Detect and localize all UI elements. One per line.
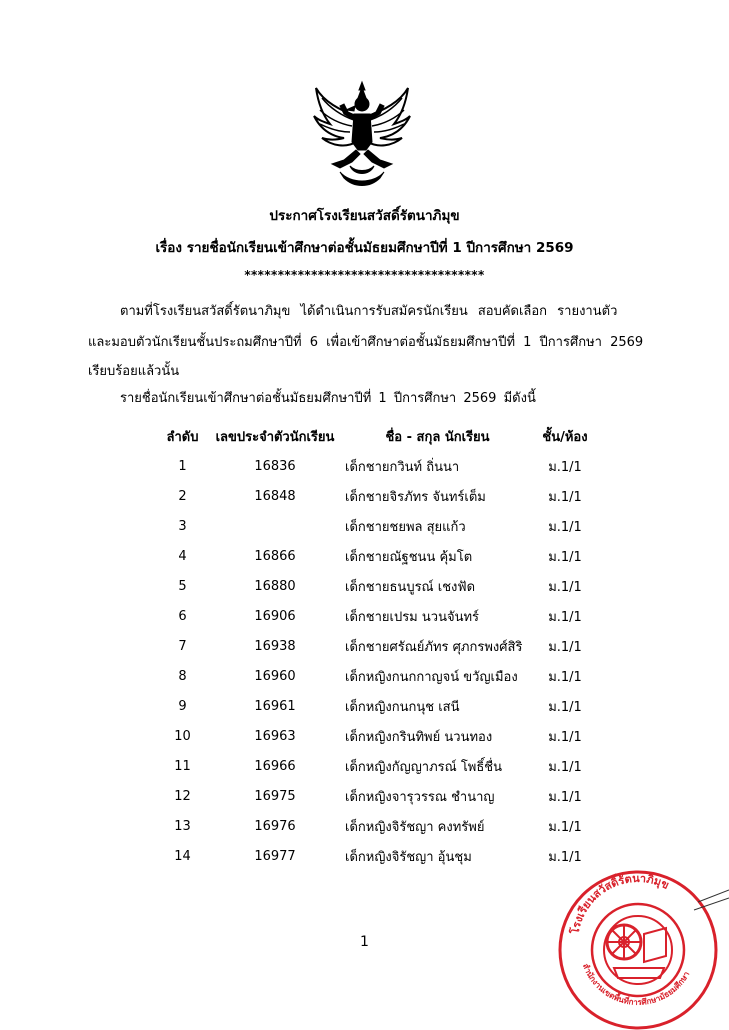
table-row: [160, 691, 600, 721]
row-student-id: 16960: [254, 668, 296, 684]
row-student-id: 16961: [254, 698, 296, 714]
row-order: 5: [178, 578, 187, 594]
row-student-name: เด็กหญิงกนกนุช เสนี: [345, 699, 460, 715]
row-student-id: 16977: [254, 848, 296, 864]
row-student-name: เด็กหญิงกรินทิพย์ นวนทอง: [345, 729, 493, 745]
row-class-room: ม.1/1: [548, 579, 582, 595]
table-row: [160, 721, 600, 751]
row-student-id: 16976: [254, 818, 296, 834]
row-class-room: ม.1/1: [548, 519, 582, 535]
row-student-name: เด็กหญิงจิรัชญา คงทรัพย์: [345, 819, 485, 835]
announcement-title: ประกาศโรงเรียนสวัสดิ์รัตนาภิมุข: [269, 208, 460, 224]
row-order: 9: [178, 698, 187, 714]
row-student-id: 16975: [254, 788, 296, 804]
row-order: 11: [174, 758, 191, 774]
seal-top-text: โรงเรียนสวัสดิ์รัตนาภิมุข: [568, 871, 672, 936]
table-row: [160, 631, 600, 661]
row-order: 12: [174, 788, 191, 804]
separator-line: ************************************: [244, 268, 485, 282]
seal-bottom-text: สำนักงานเขตพื้นที่การศึกษามัธยมศึกษา: [580, 962, 692, 1007]
row-order: 8: [178, 668, 187, 684]
row-class-room: ม.1/1: [548, 609, 582, 625]
row-student-id: 16836: [254, 458, 296, 474]
table-row: [160, 661, 600, 691]
row-order: 13: [174, 818, 191, 834]
row-student-name: เด็กหญิงกัญญาภรณ์ โพธิ์ชื่น: [345, 759, 503, 775]
row-student-name: เด็กชายจิรภัทร จันทร์เต็ม: [345, 489, 486, 505]
row-order: 1: [178, 458, 187, 474]
row-student-name: เด็กชายศรัณย์ภัทร ศุภกรพงศ์สิริ: [345, 639, 523, 655]
row-order: 10: [174, 728, 191, 744]
page-number: 1: [360, 934, 369, 950]
body-paragraph-line-4: รายชื่อนักเรียนเข้าศึกษาต่อชั้นมัธยมศึกษาปีที่ 1 ปีการศึกษา 2569 มีดังนี้: [120, 391, 536, 406]
row-student-id: 16966: [254, 758, 296, 774]
row-order: 3: [178, 518, 187, 534]
row-student-name: เด็กหญิงกนกกาญจน์ ขวัญเมือง: [345, 669, 518, 685]
table-row: [160, 751, 600, 781]
row-student-id: [205, 511, 345, 541]
row-student-name: เด็กชายณัฐชนน คุ้มโต: [345, 549, 473, 565]
garuda-emblem-icon: [310, 80, 414, 190]
row-class-room: ม.1/1: [548, 459, 582, 475]
table-header-row: [160, 421, 600, 451]
row-student-id: 16848: [254, 488, 296, 504]
body-paragraph-line-2: และมอบตัวนักเรียนชั้นประถมศึกษาปีที่ 6 เพื่อเข้าศึกษาต่อชั้นมัธยมศึกษาปีที่ 1 ปีการศึกษา 2569: [88, 335, 644, 350]
row-order: 7: [178, 638, 187, 654]
table-row: [160, 781, 600, 811]
row-class-room: ม.1/1: [548, 819, 582, 835]
row-student-id: 16963: [254, 728, 296, 744]
table-row: [160, 571, 600, 601]
header-class-room: ชั้น/ห้อง: [542, 429, 588, 445]
row-class-room: ม.1/1: [548, 759, 582, 775]
row-order: 14: [174, 848, 191, 864]
header-student-id: เลขประจำตัวนักเรียน: [215, 429, 335, 445]
row-class-room: ม.1/1: [548, 729, 582, 745]
row-student-id: 16880: [254, 578, 296, 594]
table-row: [160, 811, 600, 841]
row-student-name: เด็กหญิงจารุวรรณ ชำนาญ: [345, 789, 495, 805]
row-order: 2: [178, 488, 187, 504]
row-student-id: 16938: [254, 638, 296, 654]
row-student-name: เด็กชายธนบูรณ์ เชงฟัด: [345, 579, 476, 595]
row-class-room: ม.1/1: [548, 669, 582, 685]
row-order: 6: [178, 608, 187, 624]
row-class-room: ม.1/1: [548, 849, 582, 865]
table-row: [160, 481, 600, 511]
row-student-name: เด็กชายกวินท์ ถิ่นนา: [345, 459, 460, 475]
row-class-room: ม.1/1: [548, 699, 582, 715]
header-student-name: ชื่อ - สกุล นักเรียน: [385, 429, 490, 445]
row-class-room: ม.1/1: [548, 549, 582, 565]
table-row: [160, 541, 600, 571]
row-student-name: เด็กชายเปรม นวนจันทร์: [345, 609, 480, 625]
row-class-room: ม.1/1: [548, 489, 582, 505]
row-class-room: ม.1/1: [548, 639, 582, 655]
table-row: [160, 511, 600, 541]
body-paragraph-line-1: ตามที่โรงเรียนสวัสดิ์รัตนาภิมุข ได้ดำเนินการรับสมัครนักเรียน สอบคัดเลือก รายงานตัว: [120, 304, 618, 319]
row-student-name: เด็กชายชยพล สุยแก้ว: [345, 519, 466, 535]
announcement-subject: เรื่อง รายชื่อนักเรียนเข้าศึกษาต่อชั้นมัธยมศึกษาปีที่ 1 ปีการศึกษา 2569: [155, 240, 574, 256]
row-student-id: 16866: [254, 548, 296, 564]
table-row: [160, 601, 600, 631]
row-student-id: 16906: [254, 608, 296, 624]
school-seal-icon: [548, 862, 729, 1030]
row-class-room: ม.1/1: [548, 789, 582, 805]
row-order: 4: [178, 548, 187, 564]
table-row: [160, 451, 600, 481]
row-student-name: เด็กหญิงจิรัชญา อุ้นชุม: [345, 849, 472, 865]
body-paragraph-line-3: เรียบร้อยแล้วนั้น: [88, 364, 180, 379]
table-row: [160, 841, 600, 871]
header-order: ลำดับ: [166, 429, 199, 445]
student-list-table: [160, 421, 600, 871]
